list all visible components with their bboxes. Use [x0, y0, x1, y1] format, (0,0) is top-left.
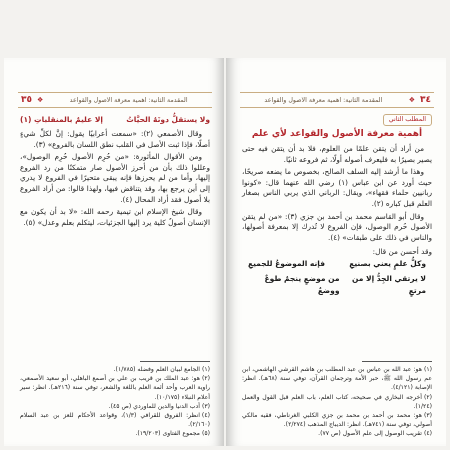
footnote-marker: (٢) [201, 375, 210, 383]
verse-second-hemistich: إلا عليمٌ بالمنقلباتِ (١) [20, 115, 103, 124]
footnote-marker: (١) [423, 366, 432, 374]
running-header [240, 92, 434, 108]
footnote-marker: (١) [201, 366, 210, 374]
footnote-text: أدب الدنيا والدين للماوردي (ص ٤٥). [108, 402, 200, 410]
page-number: ٣٤ [420, 95, 431, 105]
footnote-text: هو: عبد الله بن عباس بن عبد المطلب بن هاشم القرشي الهاشمي، ابن عم رسول الله ﷺ، حبر الأمة وترجمان القرآن، توفي سنة (٦٨هـ). انظر: الإصابة (٤/١٢١). [242, 366, 432, 392]
footnote-divider [362, 361, 432, 362]
footnote-text: تقريب الوصول إلى علم الأصول (ص ٧٧). [318, 429, 422, 437]
paragraph: وقال أبو القاسم محمد بن أحمد بن جزي (٣): «من لم يتقن الأصول حُرم الوصول، فإن الفروع لا تُدرك إلا بمعرفة أصولها، والناس في ذلك على طبقات» (٤). [242, 211, 432, 242]
poem-intro: وقد أحسن من قال: [372, 247, 432, 257]
footnote-marker: (٤) [201, 411, 210, 419]
section-label: المطلب الثاني [383, 114, 432, 126]
verse-second-hemistich: فإنه الموضوعُ للجميعِ [248, 259, 325, 269]
paragraph: وقال الأصمعي (٢): «سمعت أعرابيًا يقول: إنَّ لكلِّ شيءٍ أصلًا، فإذا ثبت الأصل في القلب نطق اللسان بالفروع» (٣). [20, 129, 210, 149]
verse-first-hemistich: لا يرتقي الجِدُّ إلا من مرتعٍ [352, 274, 426, 296]
section-heading: أهمية معرفة الأصول والقواعد لأي علم [251, 129, 423, 139]
paragraph: ومن الأقوال المأثورة: «من حُرِم الأصول حُرِم الوصول»، وعللوا ذلك بأن من أحرز الأصول صار متمكنًا من رد الفروع إليها، وأما من لم يحرزها فإنه يبقى متحيرًا في الفروع لا يدري إلى أين يرجع بها، وقد يتناقض فيها، ولهذا قالوا: من أراد الفروع بلا أصول فقد أراد المحال (٤). [20, 152, 210, 204]
footnote [242, 393, 432, 411]
footnote-marker: (٣) [423, 411, 432, 419]
footnote-marker: (٣) [201, 402, 210, 410]
page-body [20, 114, 210, 438]
footnote-text: مجموع الفتاوى (١٩/٢٠٣). [135, 429, 200, 437]
footnotes [242, 357, 432, 438]
footnote [20, 402, 210, 411]
footnote [242, 411, 432, 429]
verse-line [20, 114, 210, 126]
footnote [20, 365, 210, 374]
page-number: ٣٥ [21, 95, 32, 105]
footnote-text: هو: عبد الملك بن قريب بن علي بن أصمع الباهلي، أبو سعيد الأصمعي، راوية العرب وأحد أئمة العلم باللغة والشعر، توفي سنة (٢١٦هـ). انظر: سير أعلام النبلاء (١٠/١٧٥). [20, 375, 210, 401]
running-header [18, 92, 212, 108]
page-body [242, 114, 432, 438]
left-page [4, 58, 224, 446]
footnote [20, 411, 210, 429]
verse-first-hemistich: ولا يستقلُّ دونَهُ الحيَّاتُ [126, 115, 210, 124]
ornament-icon: ❖ [37, 96, 44, 104]
footnote [242, 429, 432, 438]
footnote-marker: (٢) [423, 393, 432, 401]
paragraph: من أراد أن يتقن علمًا من العلوم، فلا بد أن يتقن فيه حتى يصير بصيرًا به فليعرف أصوله أولًا، ثم فروعه ثانيًا. [242, 144, 432, 164]
footnote-text: أخرجه البخاري في صحيحه، كتاب العلم، باب العلم قبل القول والعمل (١/٢٤). [242, 393, 432, 410]
poem-line [242, 273, 432, 297]
book-spread [4, 58, 446, 446]
footnote-text: هو: محمد بن أحمد بن محمد بن جزي الكلبي الغرناطي، فقيه مالكي أصولي، توفي سنة (٧٤١هـ). انظر: الديباج المذهب (٢/٢٧٤). [242, 411, 432, 428]
verse-first-hemistich: وكلُّ علمٍ يعني بصنيعِ [349, 259, 426, 269]
footnote [20, 429, 210, 438]
footnote-text: الجامع لبيان العلم وفضله (١/٧٨٥). [113, 366, 200, 374]
footnote-divider [140, 361, 210, 362]
right-page [226, 58, 446, 446]
poem-line [242, 258, 432, 270]
paragraph: وهذا ما أرشد إليه السلف الصالح، بخصوص ما يضعه صريحًا، حيث أورد عن ابن عباس (١) رضي الله عنهما قال: «كونوا ربانيين حلماء فقهاء»، ويقال: الرباني الذي يربي الناس بصغار العلم قبل كباره (٢). [242, 167, 432, 208]
header-title: المقدمة الثانية: أهمية معرفة الأصول والقواعد [264, 96, 383, 104]
header-title: المقدمة الثانية: أهمية معرفة الأصول والقواعد [69, 96, 188, 104]
ornament-icon: ❖ [408, 96, 415, 104]
footnote [242, 365, 432, 392]
verse-second-hemistich: من موضعٍ ينجمُ طوعٌ ووضعُ [264, 274, 340, 296]
paragraph: وقال شيخ الإسلام ابن تيمية رحمه الله: «لا بد أن يكون مع الإنسان أصولٌ كلية يرد إليها الجزئيات، ليتكلم بعلم وعدل» (٥). [20, 207, 210, 227]
footnote [20, 374, 210, 401]
footnotes [20, 357, 210, 438]
footnote-marker: (٥) [201, 429, 210, 437]
footnote-marker: (٤) [423, 429, 432, 437]
footnote-text: انظر: الفروق للقرافي (١/٣)، وقواعد الأحكام للعز بن عبد السلام (٢/١٦٠). [20, 411, 210, 428]
